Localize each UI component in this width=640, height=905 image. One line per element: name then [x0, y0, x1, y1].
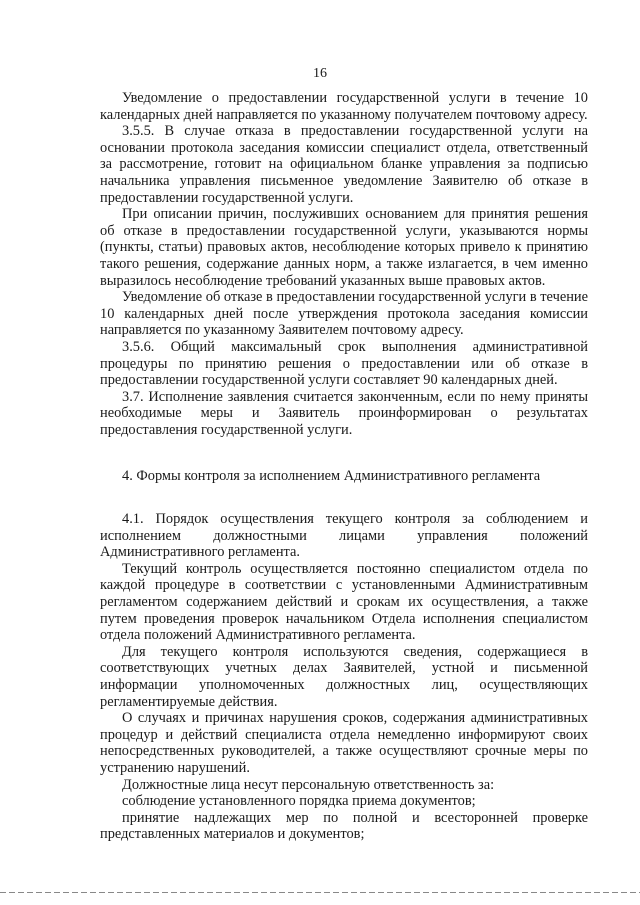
paragraph-notification-refusal: Уведомление об отказе в предоставлении государственной услуги в течение 10 календарных дней после утверждения протокола заседания комиссии направляется по указанному Заявителем почтовому адресу. [100, 289, 588, 339]
paragraph-violations: О случаях и причинах нарушения сроков, содержания административных процедур и действий специалиста отдела немедленно информируют своих непосредственных руководителей, а также осуществляют срочные меры по устранению нарушений. [100, 710, 588, 776]
paragraph-responsibility-item-2: принятие надлежащих мер по полной и всесторонней проверке представленных материалов и документов; [100, 809, 588, 843]
section-heading: 4. Формы контроля за исполнением Административного регламента [122, 468, 541, 485]
paragraph-control-sources: Для текущего контроля используются сведения, содержащиеся в соответствующих учетных делах Заявителей, устной и письменной информации уполномоченных должностных лиц, осуществляющих регламентируемые действия. [100, 643, 588, 710]
bottom-divider [0, 892, 640, 893]
paragraph-3-5-5: 3.5.5. В случае отказа в предоставлении государственной услуги на основании протокола заседания комиссии специалист отдела, ответственный за рассмотрение, готовит на официальном бланке управления за подписью начальника управления письменное уведомление Заявителю об отказе в предоставлении государственной услуги. [100, 123, 588, 206]
document-body [100, 90, 588, 843]
paragraph-notification-grant: Уведомление о предоставлении государственной услуги в течение 10 календарных дней направляется по указанному получателем почтовому адресу. [100, 90, 588, 123]
paragraph-4-1: 4.1. Порядок осуществления текущего контроля за соблюдением и исполнением должностными лицами управления положений Административного регламента. [100, 511, 588, 561]
paragraph-responsibility-item-1: соблюдение установленного порядка приема документов; [122, 793, 476, 810]
paragraph-responsibility: Должностные лица несут персональную ответственность за: [122, 776, 495, 793]
paragraph-current-control: Текущий контроль осуществляется постоянно специалистом отдела по каждой процедуре в соответствии с установленными Административным регламентом содержанием действий и срокам их осуществления, а также путем проведения проверок начальником Отдела исполнения специалистом отдела положений Административного регламента. [100, 560, 588, 644]
paragraph-3-5-6: 3.5.6. Общий максимальный срок выполнения административной процедуры по принятию решения о предоставлении или об отказе в предоставлении государственной услуги составляет 90 календарных дней. [100, 338, 588, 389]
paragraph-3-7: 3.7. Исполнение заявления считается законченным, если по нему приняты необходимые меры и Заявитель проинформирован о результатах предоставления государственной услуги. [100, 388, 588, 438]
page-number: 16 [313, 66, 327, 81]
paragraph-refusal-reasons: При описании причин, послуживших основанием для принятия решения об отказе в предоставлении государственной услуги, указываются нормы (пункты, статьи) правовых актов, несоблюдение которых привело к принятию такого решения, содержание данных норм, а также излагается, в чем именно выразилось несоблюдение требований указанных выше правовых актов. [100, 206, 588, 289]
